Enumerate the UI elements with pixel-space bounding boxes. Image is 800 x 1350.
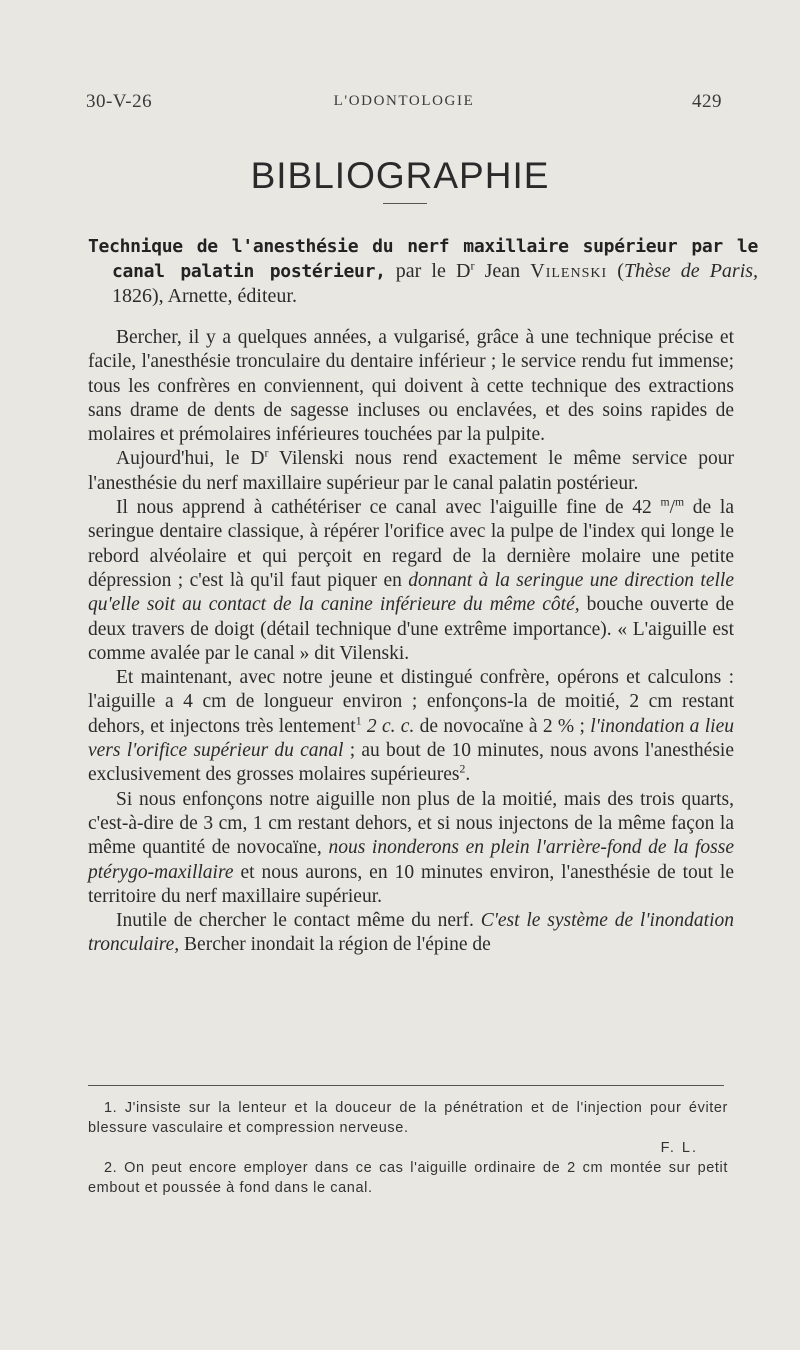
- running-header: [86, 91, 722, 115]
- p5-text-b: et nous aurons, en 10 minutes environ, l'anesthésie de tout le territoire du nerf maxillaire supérieur.: [88, 861, 734, 907]
- p4-text-c: de novocaïne à 2 % ;: [414, 715, 591, 737]
- paragraph-6: [88, 909, 734, 958]
- p3-unit-m1: m: [660, 495, 670, 509]
- p6-italic: C'est le système de l'inondation tronculaire,: [88, 910, 734, 956]
- page-number: 429: [692, 91, 722, 112]
- p4-italic-dose: 2 c. c.: [366, 715, 415, 737]
- p3-unit-slash: /: [669, 497, 675, 519]
- reference-publisher: Arnette, éditeur.: [167, 285, 297, 307]
- reference-dr-sup: r: [470, 258, 475, 273]
- issue-date: 30-V-26: [86, 91, 153, 112]
- reference-thesis: Thèse de Paris,: [623, 260, 759, 282]
- paragraph-4: [88, 666, 734, 787]
- p5-italic: nous inonderons en plein l'arrière-fond de la fosse ptérygo-maxillaire: [88, 837, 735, 883]
- p4-text-e: .: [465, 764, 471, 786]
- journal-title: L'ODONTOLOGIE: [333, 93, 475, 109]
- reference-title: Technique de l'anesthésie du nerf maxillaire supérieur par le canal palatin postérieur,: [88, 236, 758, 282]
- p4-italic-inondation: l'inondation a lieu vers l'orifice supérieur du canal: [88, 715, 734, 762]
- p3-quote: « L'aiguille est comme avalée par le canal » dit Vilenski.: [88, 618, 734, 664]
- p1-text: Bercher, il y a quelques années, a vulgarisé, grâce à une technique précise et facile, l'anesthésie tronculaire du dentaire inférieur ; le service rendu fut immense; tous les confrères en conviennent, qui doivent à cette technique des extractions sans drame de dents de sagesse incluses ou enclavées, et des soins rapides de molaires et prémolaires inférieures touchées par la pulpite.: [88, 327, 734, 446]
- reference-year: 1826),: [112, 285, 164, 307]
- p2-text-a: Aujourd'hui, le D: [116, 448, 265, 470]
- p6-text-a: Inutile de chercher le contact même du nerf.: [116, 910, 481, 932]
- p3-italic: donnant à la seringue une direction telle qu'elle soit au contact de la canine inférieure du même côté,: [88, 569, 734, 616]
- p3-unit-m2: m: [674, 495, 685, 509]
- footnote-rule: [88, 1085, 724, 1086]
- bibliographic-reference: [88, 234, 758, 309]
- footnote-1: 1. J'insiste sur la lenteur et la douceur de la pénétration et de l'injection pour éviter blessure vasculaire et compression nerveuse.: [88, 1100, 728, 1136]
- paragraph-2: [88, 447, 734, 496]
- footnotes: [88, 1098, 728, 1198]
- reference-dr: D: [456, 260, 471, 282]
- p4-text-d: ; au bout de 10 minutes, nous avons l'anesthésie exclusivement des grosses molaires supérieures: [88, 740, 734, 786]
- footnote-ref-2: 2: [459, 762, 466, 776]
- p5-text-a: Si nous enfonçons notre aiguille non plus de la moitié, mais des trois quarts, c'est-à-dire de 3 cm, 1 cm restant dehors, et si nous injectons de la même façon la même quantité de novocaïne,: [88, 788, 734, 859]
- reference-author-first: Jean: [484, 260, 521, 282]
- article-body: [88, 326, 734, 958]
- reference-par-le: par le: [395, 260, 446, 282]
- p3-text-c: bouche ouverte de deux travers de doigt (détail technique d'une extrême importance).: [88, 594, 734, 640]
- p2-text-b: Vilenski nous rend exactement le même service pour l'anesthésie du nerf maxillaire supérieur par le canal palatin postérieur.: [88, 448, 734, 494]
- footnote-ref-1: 1: [355, 714, 362, 728]
- p6-text-b: Bercher inondait la région de l'épine de: [179, 934, 491, 956]
- p3-text-a: Il nous apprend à cathétériser ce canal avec l'aiguille fine de 42: [116, 497, 661, 519]
- reference-author-last: Vilenski: [530, 260, 608, 282]
- paragraph-1: [88, 326, 734, 447]
- p4-text-a: Et maintenant, avec notre jeune et distingué confrère, opérons et calculons : l'aiguille a 4 cm de longueur environ ; enfonçons-la de moitié, 2 cm restant dehors, et injectons très lentement: [88, 667, 734, 737]
- footnote-1-signature: F. L.: [660, 1140, 698, 1156]
- p3-text-b: de la seringue dentaire classique, à répérer l'orifice avec la pulpe de l'index qui longe le rebord alvéolaire et qui perçoit en regard de la dernière molaire une petite dépression ; c'est là qu'il faut piquer en: [88, 497, 734, 591]
- reference-paren: (: [617, 260, 624, 282]
- paragraph-3: [88, 496, 734, 666]
- footnote-2: 2. On peut encore employer dans ce cas l'aiguille ordinaire de 2 cm montée sur petit embout et poussée à fond dans le canal.: [88, 1160, 728, 1196]
- paragraph-5: [88, 788, 734, 909]
- p2-sup: r: [264, 446, 269, 460]
- title-rule: [383, 203, 427, 204]
- section-title: BIBLIOGRAPHIE: [250, 155, 550, 196]
